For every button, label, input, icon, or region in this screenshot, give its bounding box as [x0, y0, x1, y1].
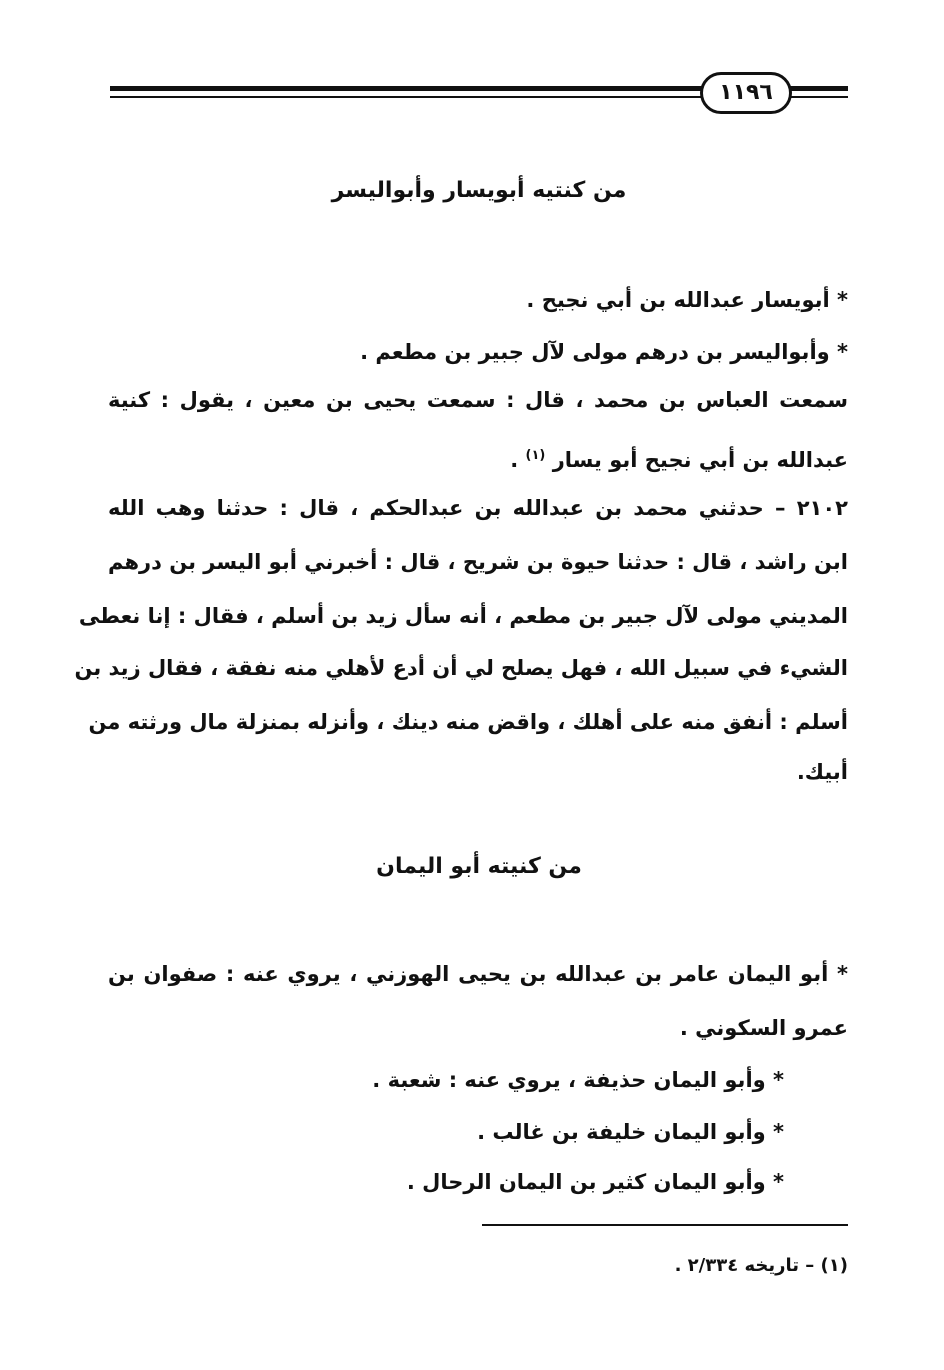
- paragraph-line: سمعت العباس بن محمد ، قال : سمعت يحيى بن معين ، يقول : كنية: [108, 388, 848, 412]
- list-item-continuation: عمرو السكوني .: [679, 1016, 848, 1040]
- list-item: * وأبواليسر بن درهم مولى لآل جبير بن مطعم .: [360, 340, 848, 364]
- list-item: * وأبو اليمان كثير بن اليمان الرحال .: [406, 1170, 784, 1194]
- paragraph-line-last: أبيك.: [796, 760, 848, 784]
- paragraph-line: المديني مولى لآل جبير بن مطعم ، أنه سأل زيد بن أسلم ، فقال : إنا نعطى: [78, 604, 848, 628]
- paragraph-text: عبدالله بن أبي نجيح أبو يسار: [552, 448, 848, 472]
- list-item: * وأبو اليمان حذيفة ، يروي عنه : شعبة .: [372, 1068, 784, 1092]
- paragraph-line: ابن راشد ، قال : حدثنا حيوة بن شريح ، قال : أخبرني أبو اليسر بن درهم: [107, 550, 848, 574]
- section-title-abu-al-yaman: من كنيته أبو اليمان: [376, 854, 582, 879]
- section-title-abu-yasar: من كنتيه أبويسار وأبواليسر: [331, 178, 627, 203]
- footnote-separator: [482, 1224, 848, 1226]
- paragraph-end: .: [510, 448, 519, 472]
- list-item: * أبويسار عبدالله بن أبي نجيح .: [526, 288, 848, 312]
- header-rule-thick-right: [790, 86, 848, 91]
- footnote-reference[interactable]: (١): [525, 448, 546, 463]
- footnote: (١) – تاريخه ٢/٣٣٤ .: [674, 1255, 848, 1276]
- page-number: ١١٩٦: [700, 72, 792, 114]
- list-item: * أبو اليمان عامر بن عبدالله بن يحيى الهوزني ، يروي عنه : صفوان بن: [108, 962, 848, 986]
- paragraph-line: أسلم : أنفق منه على أهلك ، واقض منه دينك ، وأنزله بمنزلة مال ورثته من: [88, 710, 848, 734]
- paragraph-line: ٢١٠٢ – حدثني محمد بن عبدالله بن عبدالحكم ، قال : حدثنا وهب الله: [108, 496, 848, 520]
- paragraph-line-with-ref: [510, 440, 848, 476]
- header-rule-thin-right: [790, 96, 848, 98]
- paragraph-line: الشيء في سبيل الله ، فهل يصلح لي أن أدع لأهلي منه نفقة ، فقال زيد بن: [74, 656, 848, 680]
- list-item: * وأبو اليمان خليفة بن غالب .: [477, 1120, 784, 1144]
- header-rule-thick-left: [110, 86, 702, 91]
- header-rule-thin-left: [110, 96, 702, 98]
